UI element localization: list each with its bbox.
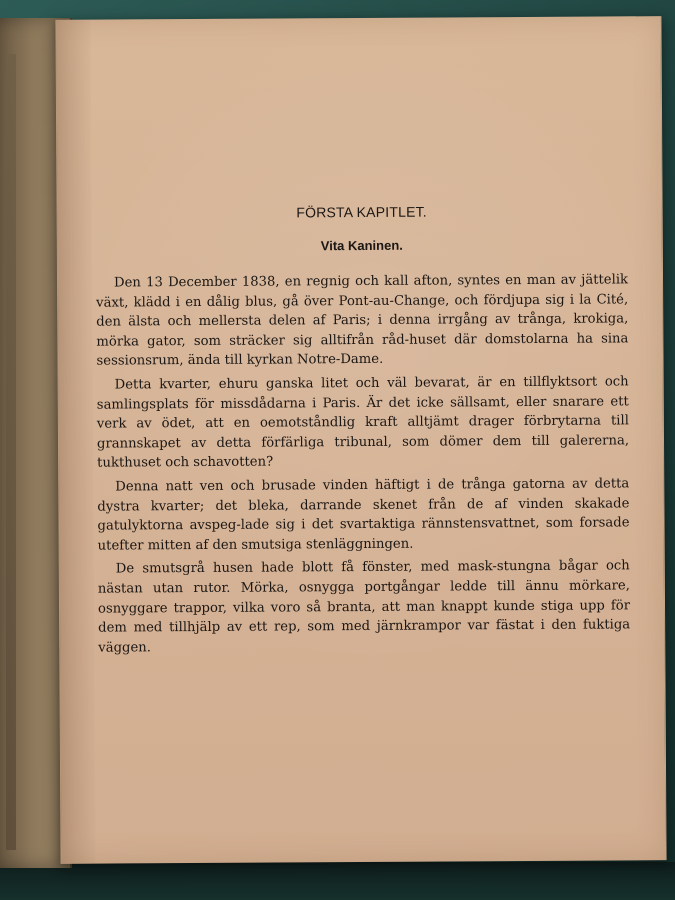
chapter-heading: FÖRSTA KAPITLET. — [296, 203, 427, 221]
page-text-block — [96, 202, 631, 658]
page-gutter-shadow — [56, 20, 95, 864]
paragraph-3: Denna natt ven och brusade vinden häftigt i de trånga gatorna av detta dystra kvarter; det bleka, darrande skenet från de af vinden skakade gatulyktorna avspeg-lade sig i det svartaktiga rännstensvattnet, som forsade utefter mitten af den smutsiga stenläggningen. — [97, 476, 630, 554]
paragraph-1: Den 13 December 1838, en regnig och kall afton, syntes en man av jättelik växt, klädd i en dålig blus, gå över Pont-au-Change, och fördjupa sig i la Cité, den älsta och mellersta delen af Paris; i denna irrgång av trånga, krokiga, mörka gator, som sträcker sig alltifrån råd-huset där domstolarna ha sina sessionsrum, ända till kyrkan Notre-Dame. — [96, 272, 629, 369]
paragraph-2: Detta kvarter, ehuru ganska litet och väl bevarat, är en tillflyktsort och samlingsplats för missdådarna i Paris. Är det icke sällsamt, eller snarare ett verk av ödet, att en oemotståndlig kraft alltjämt drager förbrytarna till grannskapet av detta förfärliga tribunal, som dömer dem till galererna, tukthuset och schavotten? — [96, 374, 630, 471]
chapter-subtitle: Vita Kaninen. — [320, 237, 403, 254]
paragraph-4: De smutsgrå husen hade blott få fönster, med mask-stungna bågar och nästan utan rutor. Mörka, osnygga portgångar ledde till ännu mörkare, osnyggare trappor, vilka voro så branta, att man knappt kunde stiga upp för dem med tillhjälp av ett rep, som med järnkrampor var fästat i den fuktiga väggen. — [97, 558, 631, 656]
cover-edge — [6, 54, 16, 850]
book-page — [55, 16, 666, 864]
